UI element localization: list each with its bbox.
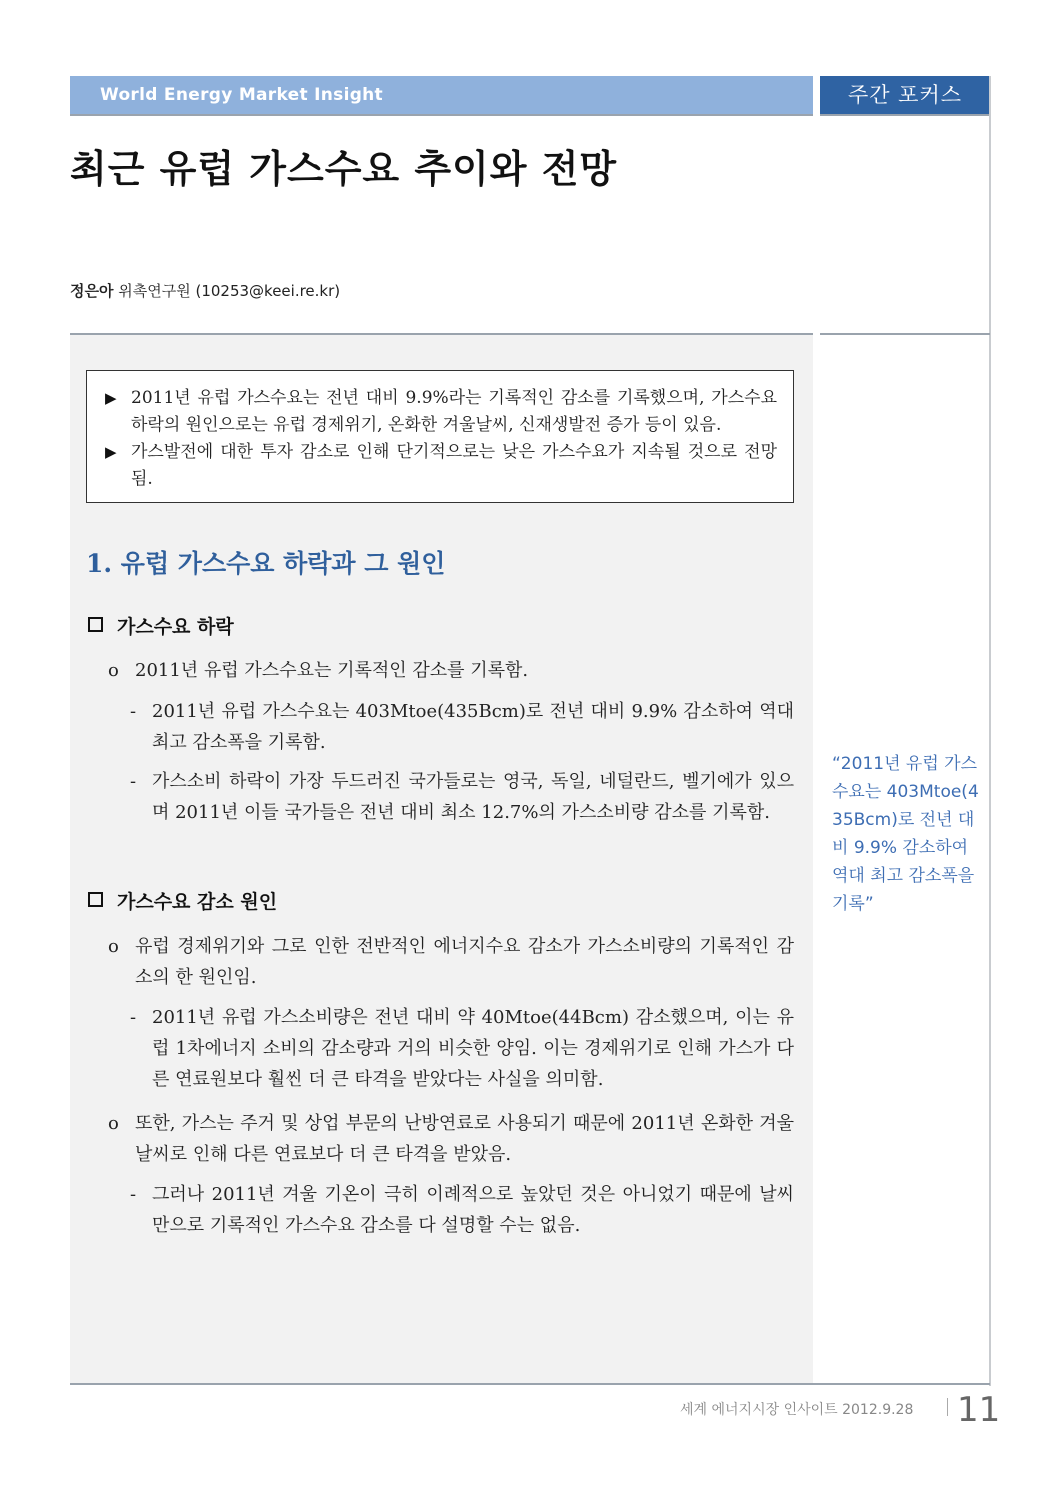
dash-bullet-icon: -: [130, 771, 137, 792]
summary-box: [86, 370, 794, 503]
article-title: 최근 유럽 가스수요 추이와 전망: [70, 147, 618, 191]
subsection-title: 가스수요 하락: [117, 616, 234, 638]
author-name: 정은아: [70, 282, 114, 300]
summary-item: [105, 385, 777, 439]
footer-divider: [947, 1398, 948, 1416]
subsection-title: 가스수요 감소 원인: [117, 891, 278, 913]
paragraph: [130, 1002, 794, 1095]
subsection-heading: [88, 612, 234, 639]
paragraph-text: 2011년 유럽 가스수요는 403Mtoe(435Bcm)로 전년 대비 9.9% 감소하여 역대 최고 감소폭을 기록함.: [152, 701, 794, 753]
section-tag: 주간 포커스: [820, 76, 990, 114]
paragraph: [108, 931, 794, 993]
paragraph-text: 2011년 유럽 가스소비량은 전년 대비 약 40Mtoe(44Bcm) 감소했으며, 이는 유럽 1차에너지 소비의 감소량과 거의 비슷한 양임. 이는 경제위기로 인해 가스가 다른 연료원보다 훨씬 더 큰 타격을 받았다는 사실을 의미함.: [152, 1007, 794, 1090]
paragraph: [130, 766, 794, 828]
divider: [820, 114, 990, 116]
divider: [70, 1383, 990, 1385]
dash-bullet-icon: -: [130, 1184, 137, 1205]
column-divider: [989, 76, 991, 1386]
summary-text: 가스발전에 대한 투자 감소로 인해 단기적으로는 낮은 가스수요가 지속될 것으로 전망됨.: [131, 442, 777, 489]
section-heading: 1. 유럽 가스수요 하락과 그 원인: [86, 549, 446, 578]
page-number: 11: [957, 1390, 1001, 1430]
summary-text: 2011년 유럽 가스수요는 전년 대비 9.9%라는 기록적인 감소를 기록했으며, 가스수요 하락의 원인으로는 유럽 경제위기, 온화한 겨울날씨, 신재생발전 증가 등이 있음.: [131, 388, 777, 435]
divider: [820, 333, 990, 335]
pull-quote: “2011년 유럽 가스수요는 403Mtoe(435Bcm)로 전년 대비 9.9% 감소하여 역대 최고 감소폭을 기록”: [832, 754, 979, 914]
paragraph: [108, 655, 794, 686]
paragraph-text: 2011년 유럽 가스수요는 기록적인 감소를 기록함.: [135, 660, 529, 681]
series-header: World Energy Market Insight: [70, 76, 813, 114]
paragraph-text: 유럽 경제위기와 그로 인한 전반적인 에너지수요 감소가 가스소비량의 기록적인 감소의 한 원인임.: [135, 936, 794, 988]
triangle-bullet-icon: ▶: [105, 443, 117, 461]
paragraph-text: 그러나 2011년 겨울 기온이 극히 이례적으로 높았던 것은 아니었기 때문에 날씨만으로 기록적인 가스수요 감소를 다 설명할 수는 없음.: [152, 1184, 794, 1236]
divider: [70, 114, 813, 116]
paragraph: [130, 696, 794, 758]
dash-bullet-icon: -: [130, 701, 137, 722]
paragraph-text: 가스소비 하락이 가장 두드러진 국가들로는 영국, 독일, 네덜란드, 벨기에가 있으며 2011년 이들 국가들은 전년 대비 최소 12.7%의 가스소비량 감소를 기록함.: [152, 771, 794, 823]
publication-footer: 세계 에너지시장 인사이트 2012.9.28: [680, 1402, 914, 1418]
subsection-heading: [88, 887, 277, 914]
circle-bullet-icon: o: [108, 936, 119, 957]
author-role: 위촉연구원 (10253@keei.re.kr): [118, 282, 341, 300]
paragraph-text: 또한, 가스는 주거 및 상업 부문의 난방연료로 사용되기 때문에 2011년 온화한 겨울날씨로 인해 다른 연료보다 더 큰 타격을 받았음.: [135, 1113, 794, 1165]
circle-bullet-icon: o: [108, 660, 119, 681]
dash-bullet-icon: -: [130, 1007, 137, 1028]
summary-item: [105, 439, 777, 493]
author-line: [70, 280, 340, 301]
square-bullet-icon: [88, 617, 103, 632]
triangle-bullet-icon: ▶: [105, 389, 117, 407]
paragraph: [130, 1179, 794, 1241]
paragraph: [108, 1108, 794, 1170]
square-bullet-icon: [88, 892, 103, 907]
circle-bullet-icon: o: [108, 1113, 119, 1134]
